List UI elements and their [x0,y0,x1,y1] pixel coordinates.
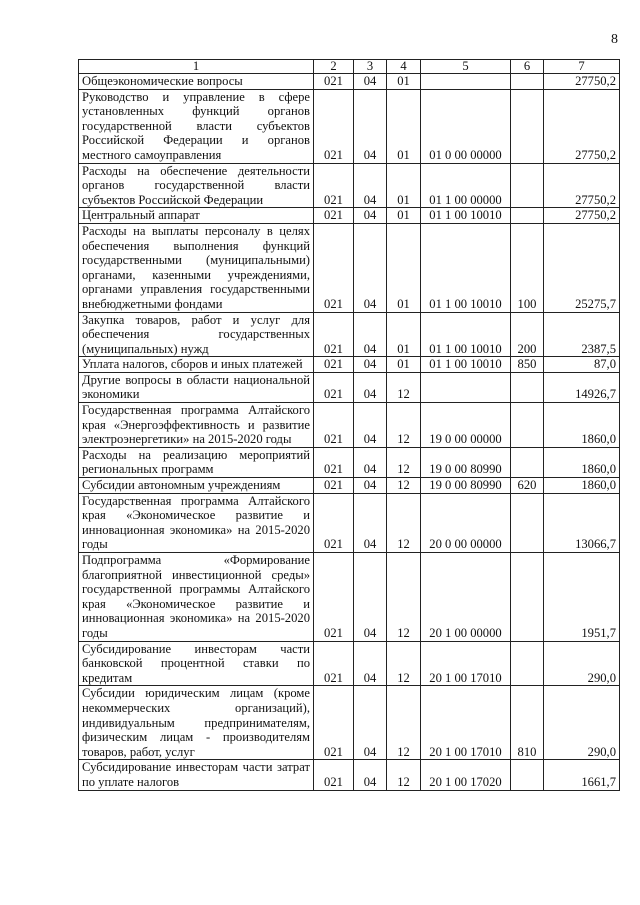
expense-type-code [511,493,544,552]
table-row [79,760,620,790]
row-name: Государственная программа Алтайского края «Энергоэффективность и развитие электроэнергетики» на 2015-2020 годы [79,403,314,448]
row-name: Субсидии юридическим лицам (кроме некоммерческих организаций), индивидуальным предпринимателям, физическим лицам - производителям товаров, работ, услуг [79,686,314,760]
ministry-code: 021 [314,403,354,448]
target-article-code: 01 1 00 10010 [421,223,511,312]
amount: 1951,7 [544,553,620,642]
table-row [79,478,620,494]
ministry-code: 021 [314,74,354,90]
subsection-code: 12 [387,403,421,448]
ministry-code: 021 [314,447,354,477]
row-name: Руководство и управление в сфере установленных функций органов государственной власти субъектов Российской Федерации и органов местного самоуправления [79,89,314,163]
expense-type-code [511,208,544,224]
ministry-code: 021 [314,163,354,208]
section-code: 04 [354,223,387,312]
subsection-code: 12 [387,478,421,494]
expense-type-code [511,372,544,402]
subsection-code: 01 [387,74,421,90]
header-row [79,60,620,74]
subsection-code: 01 [387,163,421,208]
ministry-code: 021 [314,641,354,686]
ministry-code: 021 [314,208,354,224]
ministry-code: 021 [314,686,354,760]
target-article-code: 19 0 00 00000 [421,403,511,448]
amount: 27750,2 [544,208,620,224]
section-code: 04 [354,89,387,163]
budget-table [78,59,620,791]
subsection-code: 12 [387,760,421,790]
table-row [79,163,620,208]
amount: 1661,7 [544,760,620,790]
table-row [79,372,620,402]
expense-type-code: 200 [511,312,544,357]
section-code: 04 [354,208,387,224]
ministry-code: 021 [314,553,354,642]
expense-type-code [511,553,544,642]
amount: 13066,7 [544,493,620,552]
target-article-code: 20 1 00 00000 [421,553,511,642]
ministry-code: 021 [314,493,354,552]
table-row [79,208,620,224]
subsection-code: 12 [387,372,421,402]
row-name: Субсидирование инвесторам части затрат по уплате налогов [79,760,314,790]
table-header [79,60,620,74]
row-name: Другие вопросы в области национальной экономики [79,372,314,402]
table-row [79,89,620,163]
table-row [79,357,620,373]
ministry-code: 021 [314,372,354,402]
subsection-code: 01 [387,208,421,224]
row-name: Субсидирование инвесторам части банковской процентной ставки по кредитам [79,641,314,686]
table-row [79,641,620,686]
table-row [79,312,620,357]
row-name: Субсидии автономным учреждениям [79,478,314,494]
target-article-code: 19 0 00 80990 [421,447,511,477]
subsection-code: 01 [387,223,421,312]
header-cell: 5 [421,60,511,74]
row-name: Уплата налогов, сборов и иных платежей [79,357,314,373]
expense-type-code: 810 [511,686,544,760]
row-name: Расходы на обеспечение деятельности органов государственной власти субъектов Российской Федерации [79,163,314,208]
amount: 1860,0 [544,447,620,477]
section-code: 04 [354,686,387,760]
amount: 290,0 [544,686,620,760]
section-code: 04 [354,493,387,552]
amount: 290,0 [544,641,620,686]
target-article-code: 01 1 00 00000 [421,163,511,208]
expense-type-code: 620 [511,478,544,494]
expense-type-code [511,447,544,477]
expense-type-code [511,641,544,686]
section-code: 04 [354,372,387,402]
expense-type-code [511,163,544,208]
page-number: 8 [611,32,618,47]
section-code: 04 [354,760,387,790]
amount: 14926,7 [544,372,620,402]
subsection-code: 12 [387,493,421,552]
amount: 25275,7 [544,223,620,312]
subsection-code: 12 [387,686,421,760]
target-article-code: 20 0 00 00000 [421,493,511,552]
subsection-code: 12 [387,447,421,477]
expense-type-code [511,74,544,90]
row-name: Государственная программа Алтайского края «Экономическое развитие и инновационная экономика» на 2015-2020 годы [79,493,314,552]
header-cell: 3 [354,60,387,74]
table-row [79,447,620,477]
row-name: Центральный аппарат [79,208,314,224]
row-name: Подпрограмма «Формирование благоприятной инвестиционной среды» государственной программы Алтайского края «Экономическое развитие и инновационная экономика» на 2015-2020 годы [79,553,314,642]
expense-type-code: 850 [511,357,544,373]
subsection-code: 01 [387,312,421,357]
section-code: 04 [354,312,387,357]
row-name: Общеэкономические вопросы [79,74,314,90]
section-code: 04 [354,403,387,448]
amount: 27750,2 [544,89,620,163]
ministry-code: 021 [314,357,354,373]
section-code: 04 [354,478,387,494]
row-name: Расходы на выплаты персоналу в целях обеспечения выполнения функций государственными (муниципальными) органами, казенными учреждениями, органами управления государственными внебюджетными фондами [79,223,314,312]
expense-type-code [511,89,544,163]
header-cell: 7 [544,60,620,74]
row-name: Расходы на реализацию мероприятий региональных программ [79,447,314,477]
table-row [79,403,620,448]
header-cell: 1 [79,60,314,74]
subsection-code: 01 [387,357,421,373]
section-code: 04 [354,447,387,477]
ministry-code: 021 [314,478,354,494]
expense-type-code [511,760,544,790]
amount: 27750,2 [544,74,620,90]
target-article-code [421,372,511,402]
section-code: 04 [354,163,387,208]
table-row [79,553,620,642]
target-article-code: 19 0 00 80990 [421,478,511,494]
table-row [79,74,620,90]
subsection-code: 12 [387,553,421,642]
amount: 87,0 [544,357,620,373]
ministry-code: 021 [314,312,354,357]
section-code: 04 [354,357,387,373]
section-code: 04 [354,74,387,90]
expense-type-code: 100 [511,223,544,312]
target-article-code: 01 1 00 10010 [421,312,511,357]
table-row [79,493,620,552]
header-cell: 4 [387,60,421,74]
target-article-code: 20 1 00 17010 [421,641,511,686]
amount: 1860,0 [544,403,620,448]
section-code: 04 [354,641,387,686]
target-article-code [421,74,511,90]
ministry-code: 021 [314,223,354,312]
amount: 1860,0 [544,478,620,494]
amount: 27750,2 [544,163,620,208]
table-row [79,686,620,760]
target-article-code: 01 1 00 10010 [421,208,511,224]
subsection-code: 01 [387,89,421,163]
target-article-code: 01 1 00 10010 [421,357,511,373]
table-body [79,74,620,791]
target-article-code: 20 1 00 17020 [421,760,511,790]
header-cell: 2 [314,60,354,74]
section-code: 04 [354,553,387,642]
table-row [79,223,620,312]
target-article-code: 20 1 00 17010 [421,686,511,760]
header-cell: 6 [511,60,544,74]
expense-type-code [511,403,544,448]
ministry-code: 021 [314,89,354,163]
subsection-code: 12 [387,641,421,686]
target-article-code: 01 0 00 00000 [421,89,511,163]
row-name: Закупка товаров, работ и услуг для обеспечения государственных (муниципальных) нужд [79,312,314,357]
amount: 2387,5 [544,312,620,357]
ministry-code: 021 [314,760,354,790]
